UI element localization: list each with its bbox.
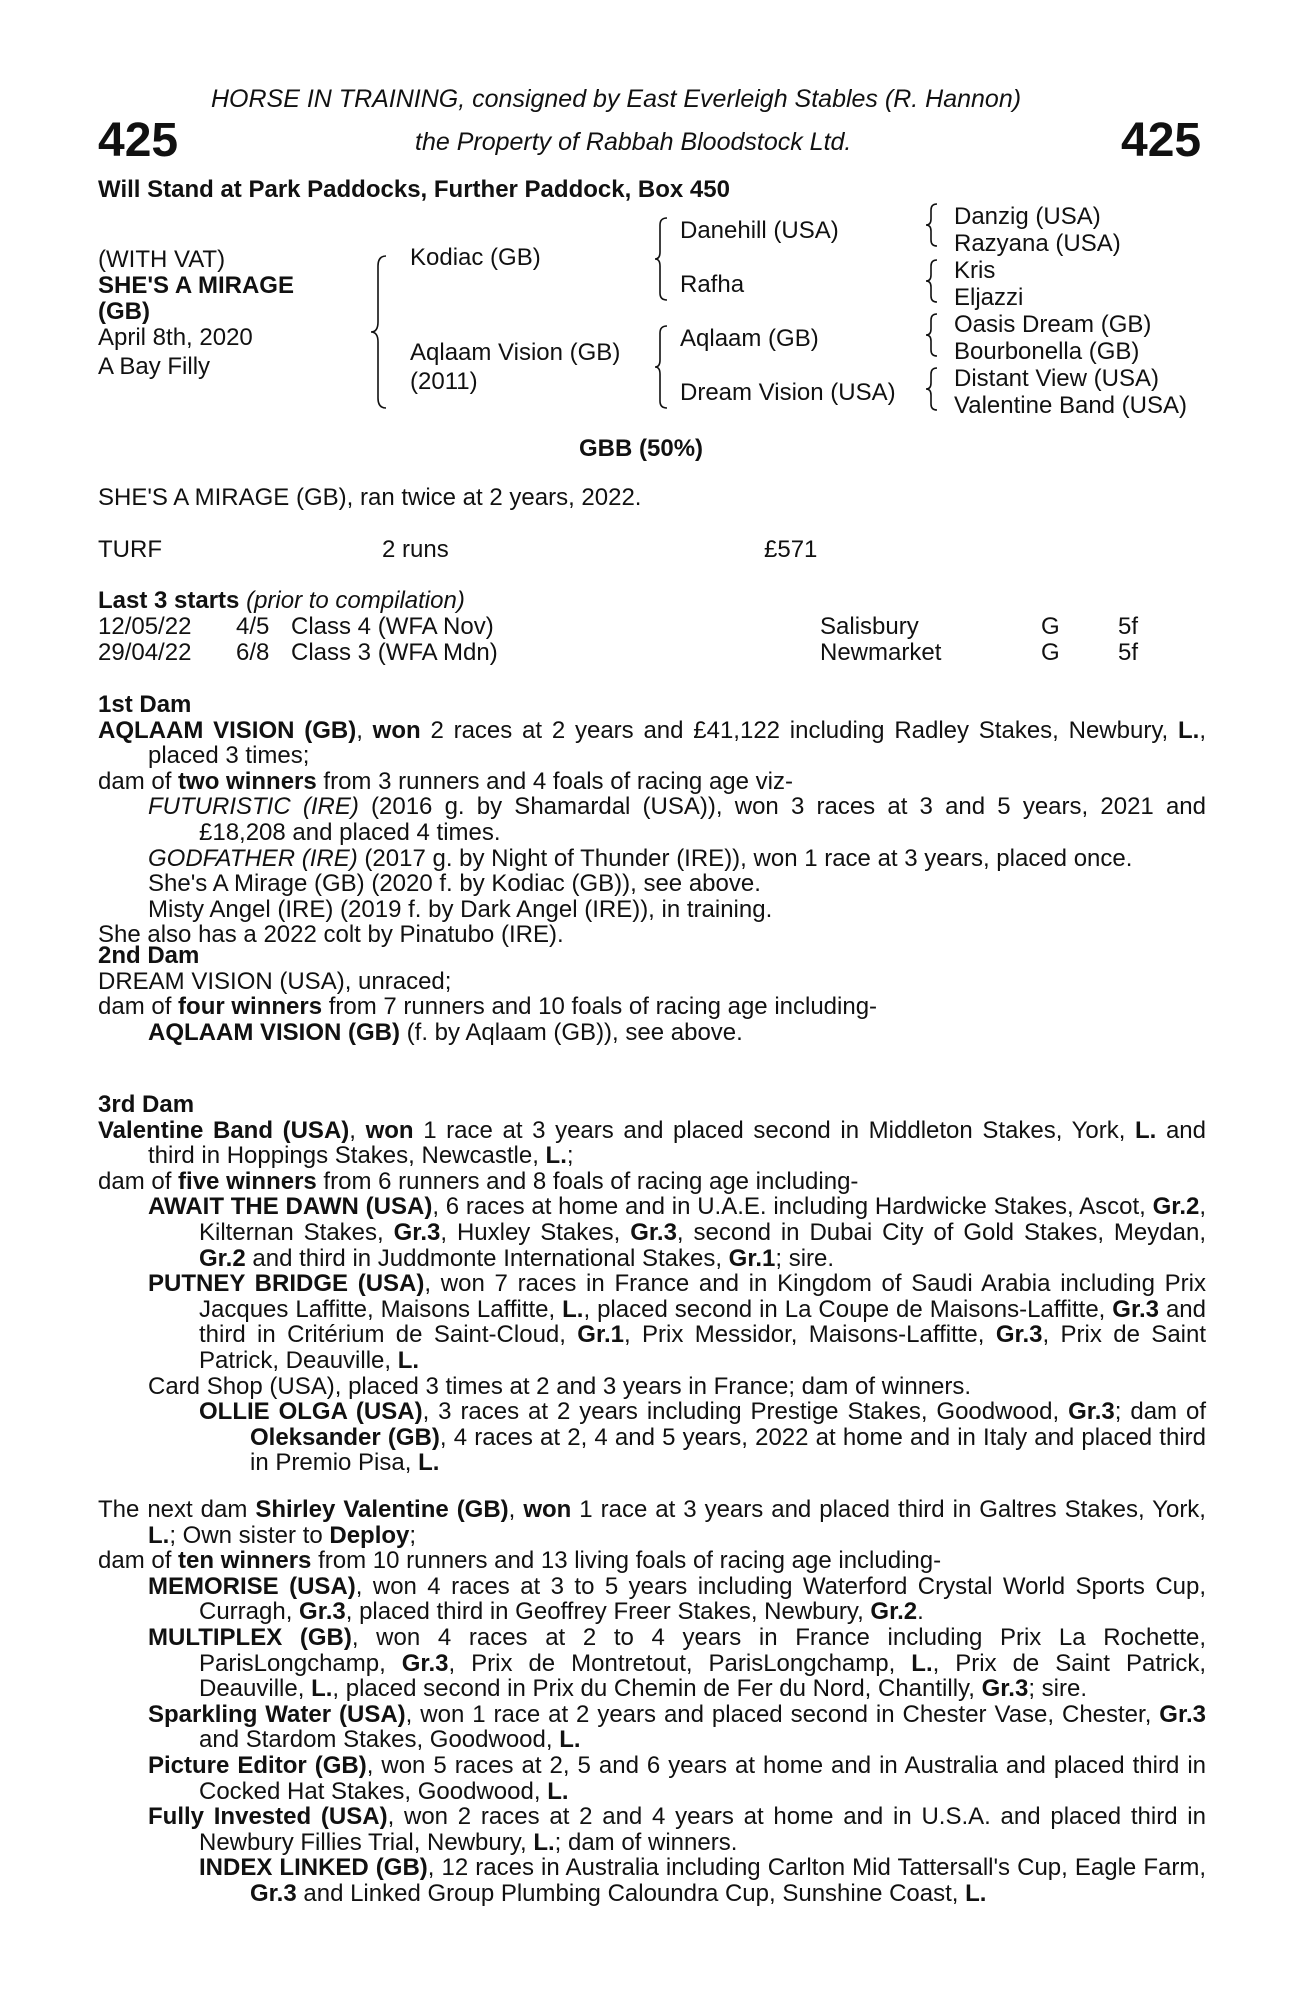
pedigree-brace-g3-2: [925, 258, 939, 304]
progeny-item: Sparkling Water (USA), won 1 race at 2 years and placed second in Chester Vase, Chester, Gr.3 and Stardom Stakes, Goodwood, L.: [148, 1700, 1206, 1754]
first-dam-section: [98, 692, 1206, 948]
first-dam-of: dam of two winners from 3 runners and 4 foals of racing age viz-: [98, 767, 793, 795]
pedigree-brace-g3-4: [925, 366, 939, 412]
pedigree-sire-dam: Rafha: [680, 271, 745, 298]
progeny-item: She's A Mirage (GB) (2020 f. by Kodiac (GB)), see above.: [148, 870, 761, 898]
pedigree-g3-eljazzi: Eljazzi: [954, 284, 1024, 311]
lot-number-left: 425: [98, 114, 179, 167]
start-going: G: [1041, 639, 1060, 666]
pedigree-brace-sire: [655, 216, 669, 302]
second-dam-of: dam of four winners from 7 runners and 10 foals of racing age including-: [98, 993, 878, 1021]
first-dam-closing: She also has a 2022 colt by Pinatubo (IRE).: [98, 921, 564, 949]
pedigree-brace-main: [372, 254, 392, 410]
third-dam-name: Valentine Band (USA): [98, 1116, 350, 1144]
progeny-name: MEMORISE (USA): [148, 1572, 356, 1600]
third-dam-heading: 3rd Dam: [98, 1091, 195, 1118]
progeny-item: MEMORISE (USA), won 4 races at 3 to 5 years including Waterford Crystal World Sports Cup, Curragh, Gr.3, placed third in Geoffrey Freer Stakes, Newbury, Gr.2.: [148, 1572, 1207, 1626]
pedigree-g3-oasis-dream: Oasis Dream (GB): [954, 311, 1152, 338]
start-date: 12/05/22: [98, 613, 192, 640]
pedigree-g3-bourbonella: Bourbonella (GB): [954, 338, 1140, 365]
first-dam-name: AQLAAM VISION (GB): [98, 716, 357, 744]
start-distance: 5f: [1118, 639, 1139, 666]
last-starts-title: Last 3 starts: [98, 587, 240, 614]
progeny-name: FUTURISTIC (IRE): [148, 793, 359, 821]
horse-description: A Bay Filly: [98, 353, 211, 380]
pedigree-brace-dam: [655, 324, 669, 410]
pedigree-sire-sire: Danehill (USA): [680, 217, 839, 244]
pedigree-dam-year: (2011): [410, 368, 478, 395]
start-position: 4/5: [236, 613, 270, 640]
consignment-line: HORSE IN TRAINING, consigned by East Everleigh Stables (R. Hannon): [211, 85, 1022, 113]
pedigree-brace-g3-1: [925, 202, 939, 248]
lot-number-right: 425: [1121, 114, 1202, 167]
progeny-name: Sparkling Water (USA): [148, 1700, 406, 1728]
pedigree-g3-kris: Kris: [954, 257, 996, 284]
pedigree-dam: Aqlaam Vision (GB): [410, 339, 621, 366]
pedigree-g3-razyana: Razyana (USA): [954, 230, 1121, 257]
record-surface: TURF: [98, 536, 162, 563]
progeny-item: PUTNEY BRIDGE (USA), won 7 races in France and in Kingdom of Saudi Arabia including Prix Jacques Laffitte, Maisons Laffitte, L., placed second in La Coupe de Maisons-Laffitte, Gr.3 and third in Critérium de Saint-Cloud, Gr.1, Prix Messidor, Maisons-Laffitte, Gr.3, Prix de Saint Patrick, Deauville, L.: [148, 1270, 1207, 1374]
start-race: Class 4 (WFA Nov): [291, 613, 494, 640]
record-earnings: £571: [764, 536, 818, 563]
second-dam-record: DREAM VISION (USA), unraced;: [98, 967, 452, 995]
next-dam-record: The next dam Shirley Valentine (GB), won 1 race at 3 years and placed third in Galtres Stakes, York, L.; Own sister to Deploy;: [98, 1496, 1206, 1549]
progeny-item: Misty Angel (IRE) (2019 f. by Dark Angel (IRE)), in training.: [148, 895, 773, 923]
second-dam-section: [98, 943, 1206, 1045]
horse-country: (GB): [98, 298, 150, 325]
progeny-name: INDEX LINKED (GB): [199, 1854, 428, 1882]
progeny-item: MULTIPLEX (GB), won 4 races at 2 to 4 years in France including Prix La Rochette, ParisLongchamp, Gr.3, Prix de Montretout, ParisLongchamp, L., Prix de Saint Patrick, Deauville, L., placed second in Prix du Chemin de Fer du Nord, Chantilly, Gr.3; sire.: [148, 1623, 1206, 1703]
next-dam-section: [98, 1497, 1206, 1907]
location-line: Will Stand at Park Paddocks, Further Paddock, Box 450: [98, 176, 730, 203]
last-starts-header: [98, 588, 465, 614]
third-dam-section: [98, 1092, 1206, 1476]
pedigree-g3-danzig: Danzig (USA): [954, 203, 1101, 230]
start-date: 29/04/22: [98, 639, 192, 666]
progeny-item: Card Shop (USA), placed 3 times at 2 and 3 years in France; dam of winners.: [148, 1372, 972, 1400]
first-dam-record: AQLAAM VISION (GB), won 2 races at 2 years and £41,122 including Radley Stakes, Newbury, L., placed 3 times;: [98, 716, 1206, 770]
progeny-name: GODFATHER (IRE): [148, 844, 358, 872]
progeny-item: OLLIE OLGA (USA), 3 races at 2 years including Prestige Stakes, Goodwood, Gr.3; dam of Oleksander (GB), 4 races at 2, 4 and 5 years, 2022 at home and in Italy and placed third in Premio Pisa, L.: [199, 1398, 1206, 1477]
next-dam-of: dam of ten winners from 10 runners and 13 living foals of racing age including-: [98, 1547, 942, 1575]
progeny-item: AWAIT THE DAWN (USA), 6 races at home and in U.A.E. including Hardwicke Stakes, Ascot, Gr.2, Kilternan Stakes, Gr.3, Huxley Stakes, Gr.3, second in Dubai City of Gold Stakes, Meydan, Gr.2 and third in Juddmonte International Stakes, Gr.1; sire.: [148, 1193, 1207, 1272]
third-dam-record: Valentine Band (USA), won 1 race at 3 years and placed second in Middleton Stakes, York, L. and third in Hoppings Stakes, Newcastle, L.;: [98, 1116, 1207, 1170]
record-runs: 2 runs: [382, 536, 449, 563]
progeny-name: Fully Invested (USA): [148, 1803, 388, 1831]
third-dam-of: dam of five winners from 6 runners and 8 foals of racing age including-: [98, 1167, 859, 1195]
progeny-item: Fully Invested (USA), won 2 races at 2 and 4 years at home and in U.S.A. and placed third in Newbury Fillies Trial, Newbury, L.; dam of winners.: [148, 1803, 1206, 1856]
pedigree-sire: Kodiac (GB): [410, 244, 541, 271]
progeny-item: AQLAAM VISION (GB) (f. by Aqlaam (GB)), see above.: [148, 1018, 743, 1046]
progeny-name: MULTIPLEX (GB): [148, 1623, 352, 1651]
pedigree-dam-dam: Dream Vision (USA): [680, 379, 896, 406]
progeny-name: OLLIE OLGA (USA): [199, 1398, 423, 1426]
progeny-name: She's A Mirage (GB): [148, 870, 365, 898]
start-distance: 5f: [1118, 613, 1139, 640]
second-dam-heading: 2nd Dam: [98, 942, 200, 969]
progeny-name: PUTNEY BRIDGE (USA): [148, 1270, 425, 1298]
start-going: G: [1041, 613, 1060, 640]
start-course: Salisbury: [820, 613, 919, 640]
progeny-name: Picture Editor (GB): [148, 1751, 367, 1779]
last-starts-subtitle: (prior to compilation): [246, 587, 465, 614]
first-dam-heading: 1st Dam: [98, 691, 192, 718]
pedigree-brace-g3-3: [925, 312, 939, 358]
rating-label: GBB (50%): [579, 435, 704, 462]
progeny-name: AQLAAM VISION (GB): [148, 1018, 400, 1046]
next-dam-name: Shirley Valentine (GB): [255, 1496, 509, 1523]
progeny-item: INDEX LINKED (GB), 12 races in Australia including Carlton Mid Tattersall's Cup, Eagle Farm, Gr.3 and Linked Group Plumbing Caloundra Cup, Sunshine Coast, L.: [199, 1854, 1206, 1907]
progeny-name: AWAIT THE DAWN (USA): [148, 1193, 433, 1221]
start-course: Newmarket: [820, 639, 942, 666]
progeny-name: Misty Angel (IRE): [148, 895, 334, 923]
start-race: Class 3 (WFA Mdn): [291, 639, 498, 666]
race-summary: SHE'S A MIRAGE (GB), ran twice at 2 years, 2022.: [98, 484, 642, 511]
horse-name: SHE'S A MIRAGE: [98, 272, 294, 299]
progeny-item: FUTURISTIC (IRE) (2016 g. by Shamardal (USA)), won 3 races at 3 and 5 years, 2021 and £18,208 and placed 4 times.: [148, 793, 1206, 846]
property-line: the Property of Rabbah Bloodstock Ltd.: [415, 128, 852, 156]
pedigree-g3-valentine-band: Valentine Band (USA): [954, 392, 1188, 419]
progeny-item: GODFATHER (IRE) (2017 g. by Night of Thunder (IRE)), won 1 race at 3 years, placed once.: [148, 844, 1133, 872]
start-position: 6/8: [236, 639, 270, 666]
pedigree-dam-sire: Aqlaam (GB): [680, 325, 819, 352]
foaling-date: April 8th, 2020: [98, 324, 253, 351]
first-dam-won: won: [372, 716, 421, 744]
progeny-item: Picture Editor (GB), won 5 races at 2, 5 and 6 years at home and in Australia and placed third in Cocked Hat Stakes, Goodwood, L.: [148, 1751, 1207, 1805]
vat-note: (WITH VAT): [98, 246, 226, 273]
pedigree-g3-distant-view: Distant View (USA): [954, 365, 1159, 392]
